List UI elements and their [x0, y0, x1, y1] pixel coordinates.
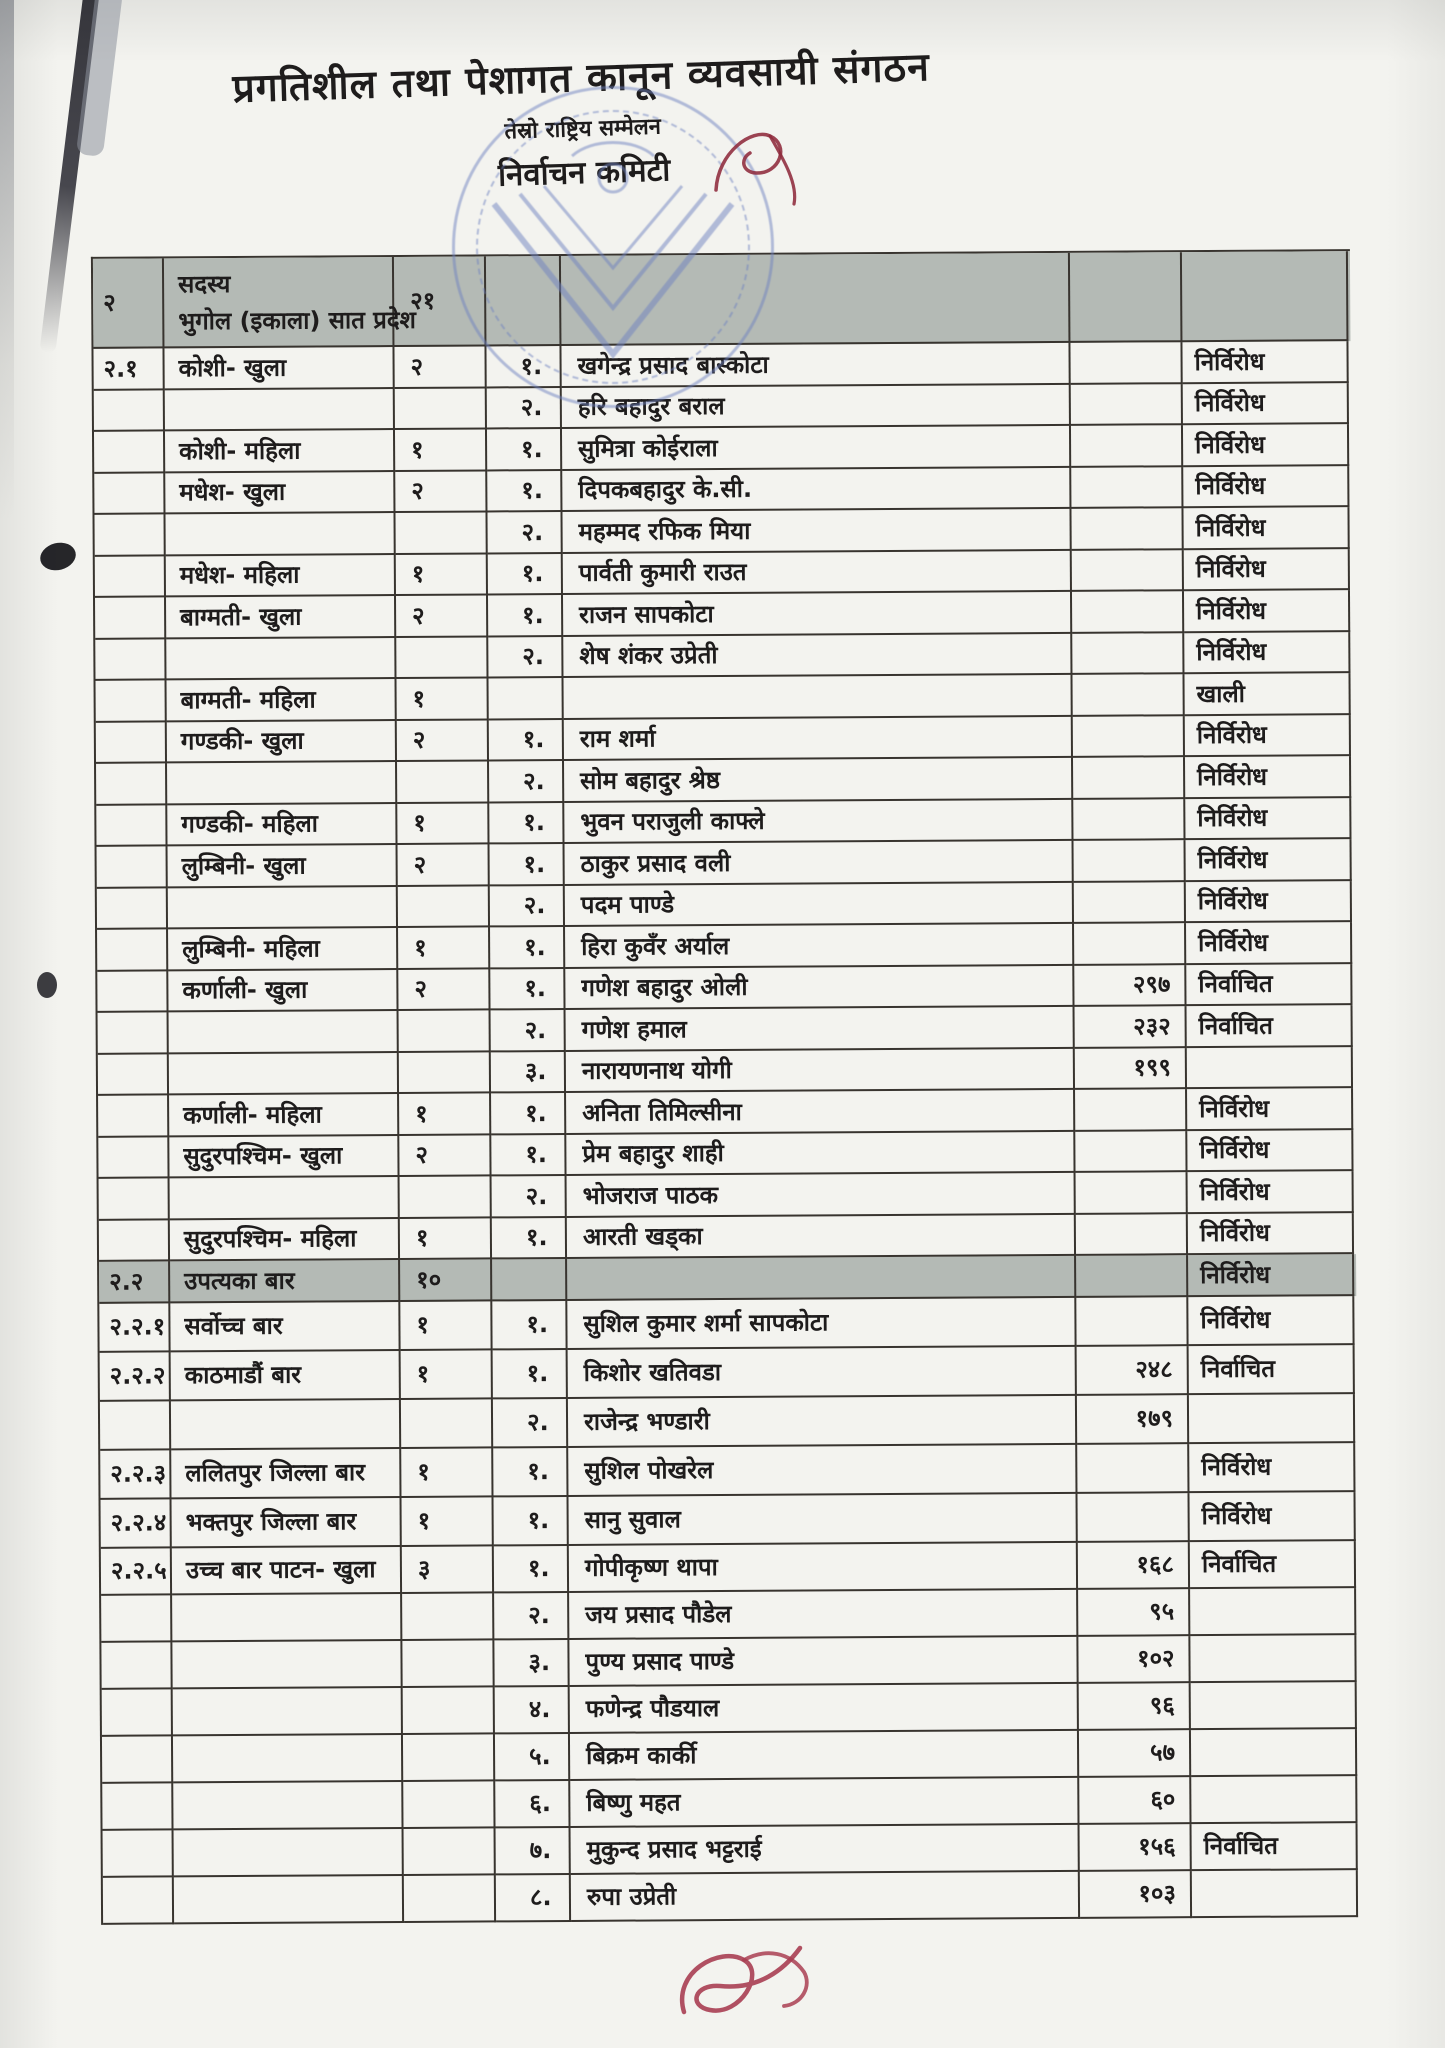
cell-sn — [97, 971, 168, 1013]
cell-seats: १ — [398, 927, 490, 969]
cell-sn: २.१ — [93, 348, 164, 390]
cell-sn — [97, 846, 168, 888]
cell-votes: १०२ — [1078, 1636, 1190, 1684]
cell-votes — [1076, 1172, 1188, 1214]
cell-candidate-name: प्रेम बहादुर शाही — [566, 1131, 1075, 1176]
cell-status: निर्विरोध — [1182, 341, 1348, 384]
ink-blot-dot — [37, 539, 78, 574]
cell-candidate-number: १. — [494, 1496, 569, 1545]
cell-candidate-number: १. — [490, 927, 565, 969]
cell-candidate-name: हरि बहादुर बराल — [562, 384, 1071, 429]
cell-category — [173, 1734, 403, 1782]
red-ink-signature-icon — [662, 1928, 818, 2048]
cell-votes: ९५ — [1078, 1589, 1190, 1637]
cell-category: मधेश- महिला — [166, 555, 396, 598]
cell-votes — [1070, 342, 1182, 384]
cell-sn: २ — [93, 258, 165, 348]
cell-status — [1190, 1588, 1356, 1636]
cell-seats: १ — [396, 554, 488, 596]
cell-category — [165, 389, 395, 432]
cell-votes — [1071, 384, 1183, 426]
cell-status: निर्वाचित — [1189, 1345, 1355, 1395]
cell-sn — [99, 1220, 170, 1262]
cell-category: ललितपुर जिल्ला बार — [171, 1448, 401, 1498]
cell-seats — [403, 1781, 495, 1829]
cell-candidate-number: २. — [489, 761, 564, 803]
cell-candidate-name: बिक्रम कार्की — [570, 1730, 1079, 1780]
cell-votes — [1072, 633, 1184, 675]
cell-candidate-number: १. — [493, 1349, 568, 1398]
ink-blot-dot — [37, 972, 57, 998]
cell-votes — [1071, 425, 1183, 467]
cell-seats — [396, 637, 488, 679]
cell-status — [1191, 1682, 1357, 1730]
cell-candidate-name: राजेन्द्र भण्डारी — [568, 1395, 1077, 1447]
cell-seats — [403, 1687, 495, 1735]
cell-candidate-number: २. — [492, 1176, 567, 1218]
cell-candidate-number: १. — [492, 1217, 567, 1259]
cell-votes — [1076, 1214, 1188, 1256]
cell-candidate-name: बिष्णु महत — [570, 1777, 1079, 1827]
cell-candidate-number — [486, 256, 562, 346]
cell-category — [171, 1399, 401, 1449]
cell-category — [169, 1011, 399, 1054]
cell-sn — [94, 390, 165, 432]
cell-candidate-number: २. — [491, 1010, 566, 1052]
cell-candidate-number: १. — [490, 844, 565, 886]
cell-seats: १ — [402, 1497, 494, 1547]
table-row — [103, 1870, 1360, 1925]
cell-sn — [97, 929, 168, 971]
table-row — [100, 1345, 1357, 1402]
cell-status: निर्वाचित — [1187, 1005, 1353, 1048]
cell-category: काठमाडौं बार — [171, 1350, 401, 1400]
cell-seats — [402, 1593, 494, 1641]
cell-category — [174, 1828, 404, 1876]
cell-sn — [101, 1642, 172, 1689]
cell-category: कोशी- खुला — [164, 347, 394, 390]
cell-votes — [1070, 252, 1183, 343]
cell-status: निर्विरोध — [1184, 549, 1350, 592]
cell-seats — [395, 512, 487, 554]
cell-seats: ३ — [402, 1546, 494, 1594]
cell-candidate-number: १. — [488, 595, 563, 637]
cell-seats: २१ — [394, 256, 487, 347]
cell-votes — [1071, 508, 1183, 550]
cell-seats: १ — [395, 429, 487, 471]
cell-status: निर्विरोध — [1188, 1213, 1354, 1256]
cell-sn — [102, 1783, 173, 1830]
cell-seats: १ — [397, 678, 489, 720]
cell-candidate-number: १. — [488, 553, 563, 595]
cell-sn: २.२.४ — [101, 1499, 172, 1548]
table-row — [100, 1443, 1357, 1500]
cell-status: निर्विरोध — [1187, 1088, 1353, 1131]
document-header — [0, 32, 1167, 212]
cell-status: निर्विरोध — [1188, 1254, 1354, 1297]
cell-candidate-name: फणेन्द्र पौडयाल — [570, 1683, 1079, 1733]
cell-status — [1187, 1047, 1353, 1090]
cell-votes — [1072, 550, 1184, 592]
cell-seats — [400, 1176, 492, 1218]
cell-candidate-name: सुशिल कुमार शर्मा सापकोटा — [567, 1297, 1076, 1349]
cell-sn — [101, 1595, 172, 1642]
cell-candidate-name: गोपीकृष्ण थापा — [569, 1542, 1078, 1592]
cell-sn: २.२ — [99, 1261, 170, 1303]
cell-candidate-number: २. — [490, 885, 565, 927]
cell-status: निर्विरोध — [1183, 383, 1349, 426]
cell-seats — [402, 1640, 494, 1688]
cell-seats: १ — [401, 1350, 493, 1400]
cell-category — [165, 513, 395, 556]
cell-seats: २ — [395, 471, 487, 513]
cell-status: खाली — [1184, 673, 1350, 716]
cell-candidate-number: १. — [490, 968, 565, 1010]
cell-candidate-name: पार्वती कुमारी राउत — [563, 550, 1072, 595]
cell-votes: २४८ — [1077, 1346, 1189, 1396]
cell-seats: २ — [396, 595, 488, 637]
cell-seats — [399, 1010, 491, 1052]
cell-candidate-name: गणेश हमाल — [566, 1007, 1075, 1052]
cell-seats — [399, 1052, 491, 1094]
cell-candidate-name: भोजराज पाठक — [567, 1173, 1076, 1218]
cell-candidate-name: नारायणनाथ योगी — [566, 1048, 1075, 1093]
cell-votes: १०३ — [1080, 1871, 1192, 1919]
cell-category: बाग्मती- महिला — [167, 679, 397, 722]
table-row — [102, 1682, 1359, 1737]
table-row — [102, 1729, 1359, 1784]
cell-category: उपत्यका बार — [170, 1260, 400, 1303]
cell-status — [1182, 251, 1349, 342]
cell-category — [168, 886, 398, 929]
cell-candidate-name: अनिता तिमिल्सीना — [566, 1090, 1075, 1135]
cell-seats — [404, 1875, 496, 1923]
page-title: प्रगतिशील तथा पेशागत कानून व्यवसायी संगठन — [231, 45, 931, 112]
cell-votes — [1072, 674, 1184, 716]
cell-category: गण्डकी- खुला — [167, 721, 397, 764]
cell-sn — [102, 1736, 173, 1783]
cell-sn — [94, 514, 165, 556]
cell-votes — [1072, 591, 1184, 633]
table-row — [103, 1823, 1360, 1878]
table-row — [100, 1394, 1357, 1451]
cell-candidate-number: ४. — [495, 1686, 570, 1733]
cell-candidate-name: किशोर खतिवडा — [568, 1346, 1077, 1398]
cell-status: निर्विरोध — [1184, 632, 1350, 675]
cell-sn — [100, 1401, 171, 1450]
committee-heading: निर्वाचन कमिटी — [497, 152, 671, 194]
cell-sn — [99, 1178, 170, 1220]
cell-candidate-name: ठाकुर प्रसाद वली — [565, 841, 1074, 886]
cell-sn — [94, 473, 165, 515]
cell-candidate-number — [492, 1259, 567, 1301]
cell-status — [1190, 1635, 1356, 1683]
cell-status: निर्विरोध — [1188, 1171, 1354, 1214]
cell-candidate-name: जय प्रसाद पौडेल — [569, 1589, 1078, 1639]
cell-seats: १० — [400, 1259, 492, 1301]
cell-candidate-number: १. — [487, 470, 562, 512]
cell-candidate-number: २. — [487, 512, 562, 554]
cell-category: गण्डकी- महिला — [167, 803, 397, 846]
cell-candidate-number: १. — [491, 1134, 566, 1176]
cell-candidate-name: पदम पाण्डे — [565, 882, 1074, 927]
cell-votes: ९६ — [1079, 1683, 1191, 1731]
cell-sn — [98, 1054, 169, 1096]
section-title-line1: सदस्य — [178, 270, 231, 299]
cell-candidate-number: १. — [494, 1545, 569, 1592]
table-row — [101, 1588, 1358, 1643]
cell-candidate-number: १. — [493, 1447, 568, 1496]
page-subtitle: तेस्रो राष्ट्रिय सम्मेलन — [504, 114, 662, 145]
cell-candidate-number: १. — [489, 719, 564, 761]
cell-seats: १ — [400, 1218, 492, 1260]
cell-category: कोशी- महिला — [165, 430, 395, 473]
table-row — [102, 1776, 1359, 1831]
table-section-header-row — [93, 251, 1351, 349]
cell-candidate-number: ३. — [491, 1051, 566, 1093]
cell-candidate-number: ६. — [495, 1780, 570, 1827]
cell-votes — [1073, 757, 1185, 799]
cell-status — [1191, 1776, 1357, 1824]
cell-category: लुम्बिनी- महिला — [168, 928, 398, 971]
cell-votes — [1076, 1297, 1188, 1347]
cell-status: निर्विरोध — [1185, 798, 1351, 841]
cell-candidate-name: राम शर्मा — [564, 716, 1073, 761]
cell-candidate-name: रुपा उप्रेती — [571, 1871, 1080, 1921]
table-row — [101, 1541, 1358, 1596]
cell-seats: २ — [398, 969, 490, 1011]
cell-status: निर्वाचित — [1190, 1541, 1356, 1589]
cell-category: लुम्बिनी- खुला — [168, 845, 398, 888]
cell-seats — [401, 1399, 493, 1449]
cell-votes: १६८ — [1078, 1542, 1190, 1590]
cell-sn — [97, 888, 168, 930]
cell-candidate-number: ५. — [495, 1733, 570, 1780]
cell-candidate-name: दिपकबहादुर के.सी. — [562, 467, 1071, 512]
cell-votes — [1073, 716, 1185, 758]
cell-votes — [1074, 923, 1186, 965]
cell-seats: २ — [399, 1135, 491, 1177]
cell-seats: २ — [398, 844, 490, 886]
cell-seats — [404, 1828, 496, 1876]
cell-votes — [1073, 799, 1185, 841]
cell-seats — [395, 388, 487, 430]
cell-sn — [102, 1689, 173, 1736]
results-table — [91, 249, 1360, 1924]
cell-candidate-number: २. — [493, 1398, 568, 1447]
cell-seats: २ — [394, 346, 486, 388]
cell-candidate-number — [489, 678, 564, 720]
cell-category: सुदुरपश्चिम- महिला — [170, 1218, 400, 1261]
cell-status: निर्विरोध — [1188, 1296, 1354, 1346]
cell-status: निर्विरोध — [1186, 881, 1352, 924]
cell-candidate-number: २. — [488, 636, 563, 678]
cell-status: निर्विरोध — [1183, 507, 1349, 550]
cell-votes: १९९ — [1075, 1048, 1187, 1090]
cell-candidate-number: ८. — [496, 1874, 571, 1921]
cell-category — [173, 1687, 403, 1735]
cell-votes: २९७ — [1074, 965, 1186, 1007]
cell-votes: २३२ — [1075, 1006, 1187, 1048]
cell-candidate-name: महम्मद रफिक मिया — [562, 509, 1071, 554]
cell-candidate-number: २. — [487, 387, 562, 429]
cell-seats — [397, 761, 489, 803]
cell-candidate-name: हिरा कुवँर अर्याल — [565, 924, 1074, 969]
cell-sn — [98, 1012, 169, 1054]
cell-votes: १७९ — [1077, 1395, 1189, 1445]
cell-category — [172, 1593, 402, 1641]
cell-candidate-name — [567, 1256, 1076, 1301]
cell-category — [166, 638, 396, 681]
cell-status: निर्वाचित — [1186, 964, 1352, 1007]
cell-candidate-name: सुमित्रा कोईराला — [562, 426, 1071, 471]
cell-seats: १ — [399, 1093, 491, 1135]
cell-candidate-number: १. — [489, 802, 564, 844]
cell-sn — [95, 597, 166, 639]
cell-status: निर्विरोध — [1186, 839, 1352, 882]
cell-category — [164, 257, 417, 348]
cell-votes: ५७ — [1079, 1730, 1191, 1778]
cell-status: निर्विरोध — [1189, 1443, 1355, 1493]
cell-candidate-name: राजन सापकोटा — [563, 592, 1072, 637]
cell-seats: १ — [401, 1448, 493, 1498]
cell-candidate-name: भुवन पराजुली काफ्ले — [564, 799, 1073, 844]
cell-category: भक्तपुर जिल्ला बार — [172, 1497, 402, 1547]
cell-candidate-number: २. — [494, 1592, 569, 1639]
cell-candidate-number: १. — [491, 1093, 566, 1135]
cell-votes — [1075, 1089, 1187, 1131]
cell-category: कर्णाली- महिला — [169, 1094, 399, 1137]
cell-status — [1189, 1394, 1355, 1444]
cell-status — [1192, 1870, 1358, 1918]
cell-sn — [96, 763, 167, 805]
cell-category: उच्च बार पाटन- खुला — [172, 1546, 402, 1594]
cell-status: निर्विरोध — [1185, 756, 1351, 799]
cell-sn: २.२.१ — [99, 1303, 170, 1352]
cell-votes: १५६ — [1080, 1824, 1192, 1872]
cell-sn — [96, 722, 167, 764]
cell-sn: २.२.३ — [100, 1450, 171, 1499]
cell-status: निर्विरोध — [1185, 715, 1351, 758]
cell-candidate-name: शेष शंकर उप्रेती — [563, 633, 1072, 678]
cell-votes — [1076, 1255, 1188, 1297]
cell-category — [167, 762, 397, 805]
cell-candidate-number: १. — [492, 1300, 567, 1349]
cell-sn — [96, 680, 167, 722]
cell-category: कर्णाली- खुला — [168, 969, 398, 1012]
cell-votes — [1074, 882, 1186, 924]
cell-candidate-name: मुकुन्द प्रसाद भट्टराई — [571, 1824, 1080, 1874]
cell-status: निर्विरोध — [1183, 466, 1349, 509]
cell-seats: १ — [400, 1301, 492, 1351]
cell-sn — [95, 639, 166, 681]
cell-category — [169, 1052, 399, 1095]
cell-votes: ६० — [1079, 1777, 1191, 1825]
cell-votes — [1074, 840, 1186, 882]
cell-candidate-name: सोम बहादुर श्रेष्ठ — [564, 758, 1073, 803]
table-row — [101, 1635, 1358, 1690]
cell-category: सुदुरपश्चिम- खुला — [169, 1135, 399, 1178]
cell-seats: १ — [397, 803, 489, 845]
cell-votes — [1077, 1493, 1189, 1543]
cell-sn — [95, 556, 166, 598]
cell-candidate-name: आरती खड्का — [567, 1214, 1076, 1259]
cell-candidate-name: सुशिल पोखरेल — [568, 1444, 1077, 1496]
cell-candidate-number: १. — [487, 429, 562, 471]
cell-votes — [1075, 1131, 1187, 1173]
cell-category — [170, 1177, 400, 1220]
cell-candidate-name — [564, 675, 1073, 720]
cell-category: सर्वोच्च बार — [170, 1301, 400, 1351]
cell-candidate-name — [561, 253, 1071, 346]
cell-status: निर्विरोध — [1186, 922, 1352, 965]
cell-candidate-name: खगेन्द्र प्रसाद बास्कोटा — [561, 343, 1070, 388]
cell-seats: २ — [397, 720, 489, 762]
cell-category — [173, 1781, 403, 1829]
cell-status: निर्विरोध — [1187, 1130, 1353, 1173]
cell-candidate-number: ३. — [494, 1639, 569, 1686]
section-title-line2: भुगोल (इकाला) सात प्रदेश — [178, 306, 417, 336]
cell-sn: २.२.५ — [101, 1548, 172, 1595]
cell-sn — [98, 1095, 169, 1137]
cell-status — [1191, 1729, 1357, 1777]
cell-sn — [103, 1830, 174, 1877]
cell-status: निर्विरोध — [1184, 590, 1350, 633]
cell-candidate-name: पुण्य प्रसाद पाण्डे — [569, 1636, 1078, 1686]
cell-sn — [96, 805, 167, 847]
cell-status: निर्विरोध — [1183, 424, 1349, 467]
cell-seats — [398, 886, 490, 928]
cell-candidate-name: सानु सुवाल — [568, 1493, 1077, 1545]
cell-status: निर्वाचित — [1192, 1823, 1358, 1871]
cell-status: निर्विरोध — [1189, 1492, 1355, 1542]
cell-candidate-number: १. — [486, 346, 561, 388]
table-row — [101, 1492, 1358, 1549]
cell-category — [174, 1875, 404, 1923]
cell-candidate-number: ७. — [496, 1827, 571, 1874]
cell-seats — [403, 1734, 495, 1782]
cell-sn: २.२.२ — [100, 1352, 171, 1401]
cell-sn — [103, 1877, 174, 1924]
cell-candidate-name: गणेश बहादुर ओली — [565, 965, 1074, 1010]
cell-category: बाग्मती- खुला — [166, 596, 396, 639]
cell-category — [172, 1640, 402, 1688]
cell-votes — [1077, 1444, 1189, 1494]
cell-sn — [98, 1137, 169, 1179]
cell-votes — [1071, 467, 1183, 509]
table-row — [99, 1296, 1356, 1353]
cell-category: मधेश- खुला — [165, 472, 395, 515]
cell-sn — [94, 431, 165, 473]
